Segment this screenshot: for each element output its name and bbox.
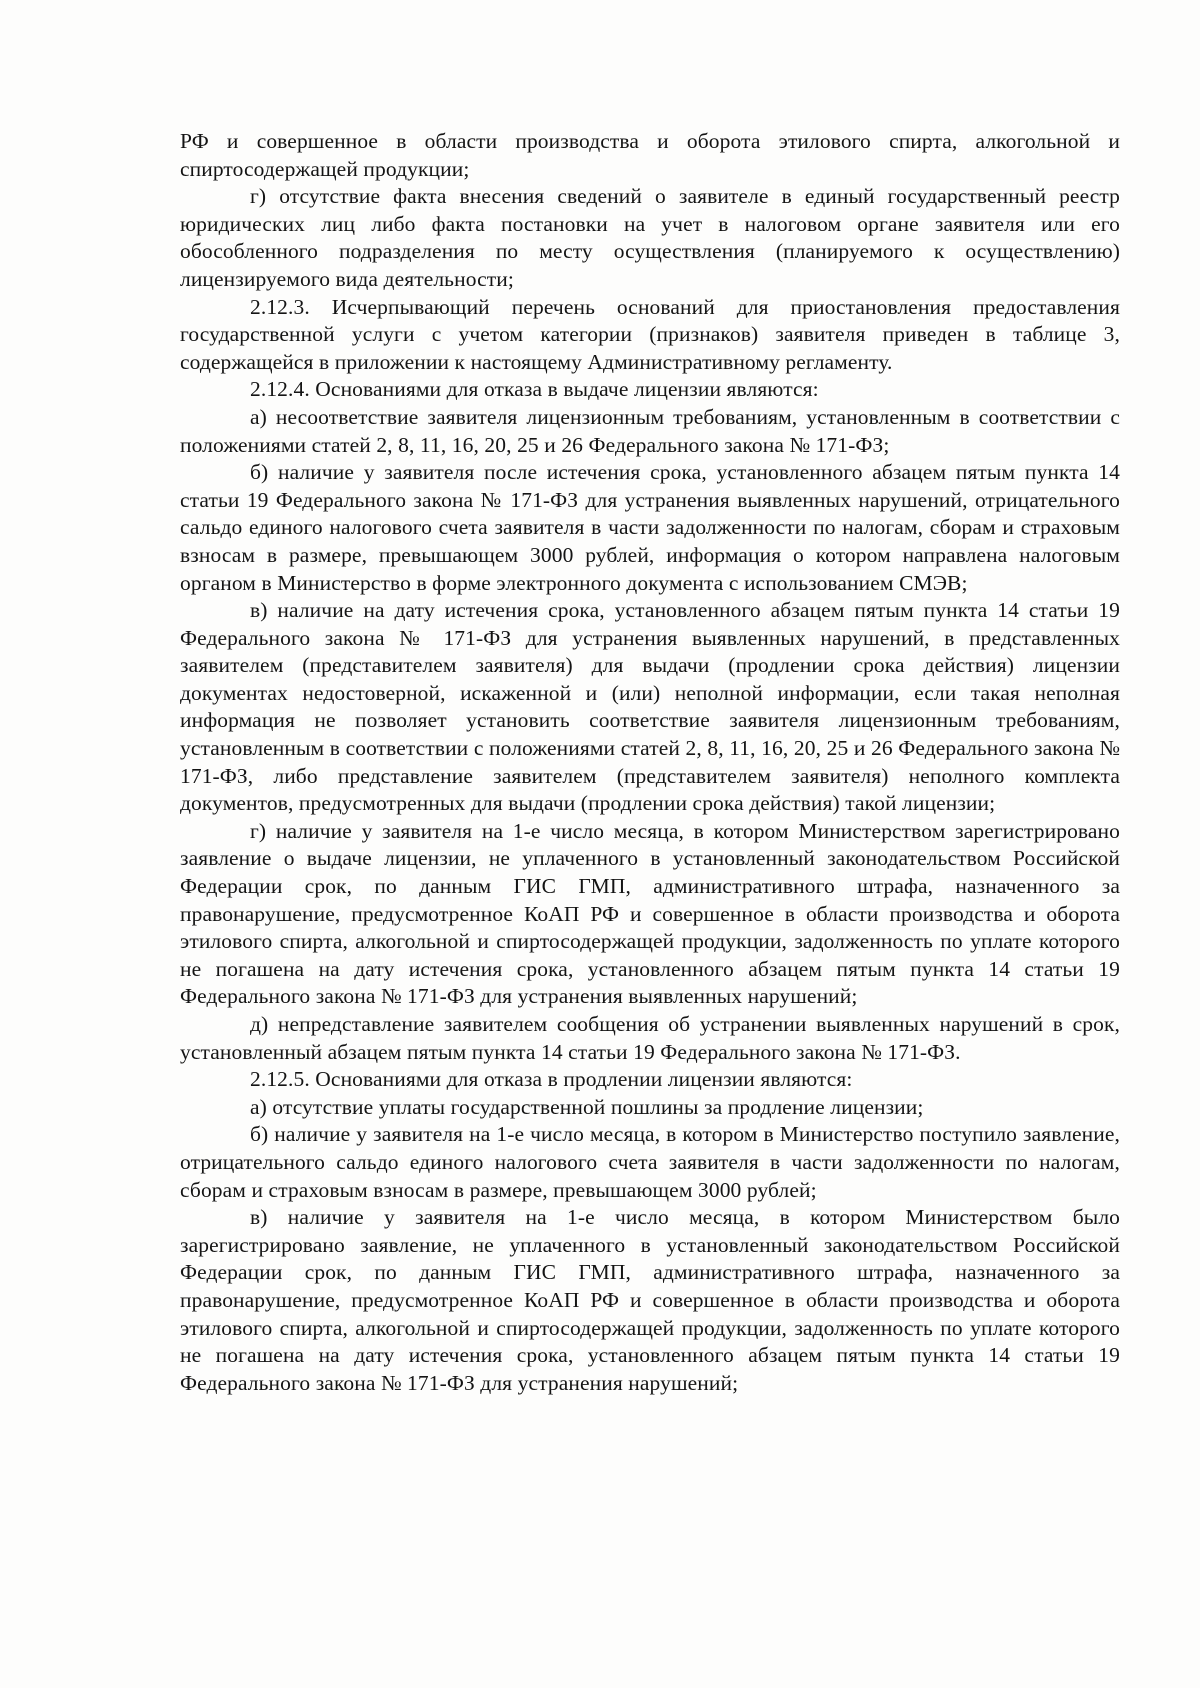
paragraph-continuation: РФ и совершенное в области производства и оборота этилового спирта, алкогольной и спиртосодержащей продукции; — [180, 129, 1120, 181]
paragraph-2-12-5-heading: 2.12.5. Основаниями для отказа в продлении лицензии являются: — [250, 1067, 853, 1092]
paragraph-2-12-3: 2.12.3. Исчерпывающий перечень оснований для приостановления предоставления государственной услуги с учетом категории (признаков) заявителя приведен в таблице 3, содержащейся в приложении к настоящему Административному регламенту. — [180, 294, 1120, 374]
paragraph-2-12-5-b: б) наличие у заявителя на 1-е число месяца, в котором в Министерство поступило заявление, отрицательного сальдо единого налогового счета заявителя в части задолженности по налогам, сборам и страховым взносам в размере, превышающем 3000 рублей; — [180, 1122, 1120, 1202]
paragraph-2-12-4-g: г) наличие у заявителя на 1-е число месяца, в котором Министерством зарегистрировано заявление о выдаче лицензии, не уплаченного в установленный законодательством Российской Федерации срок, по данным ГИС ГМП, административного штрафа, назначенного за правонарушение, предусмотренное КоАП РФ и совершенное в области производства и оборота этилового спирта, алкогольной и спиртосодержащей продукции, задолженность по уплате которого не погашена на дату истечения срока, установленного абзацем пятым пункта 14 статьи 19 Федерального закона № 171-ФЗ для устранения выявленных нарушений; — [180, 818, 1120, 1009]
paragraph-2-12-4-d: д) непредставление заявителем сообщения об устранении выявленных нарушений в срок, установленный абзацем пятым пункта 14 статьи 19 Федерального закона № 171-ФЗ. — [180, 1012, 1120, 1064]
paragraph-2-12-4-v: в) наличие на дату истечения срока, установленного абзацем пятым пункта 14 статьи 19 Федерального закона № 171-ФЗ для устранения выявленных нарушений, в представленных заявителем (представителем заявителя) для выдачи (продлении срока действия) лицензии документах недостоверной, искаженной и (или) неполной информации, если такая неполная информация не позволяет установить соответствие заявителя лицензионным требованиям, установленным в соответствии с положениями статей 2, 8, 11, 16, 20, 25 и 26 Федерального закона № 171-ФЗ, либо представление заявителем (представителем заявителя) неполного комплекта документов, предусмотренных для выдачи (продлении срока действия) такой лицензии; — [180, 598, 1120, 816]
paragraph-2-12-5-v: в) наличие у заявителя на 1-е число месяца, в котором Министерством было зарегистрировано заявление, не уплаченного в установленный законодательством Российской Федерации срок, по данным ГИС ГМП, административного штрафа, назначенного за правонарушение, предусмотренное КоАП РФ и совершенное в области производства и оборота этилового спирта, алкогольной и спиртосодержащей продукции, задолженность по уплате которого не погашена на дату истечения срока, установленного абзацем пятым пункта 14 статьи 19 Федерального закона № 171-ФЗ для устранения нарушений; — [180, 1205, 1120, 1395]
paragraph-2-12-4-heading: 2.12.4. Основаниями для отказа в выдаче лицензии являются: — [250, 377, 819, 402]
document-body — [180, 128, 1120, 1397]
paragraph-item-g-registry: г) отсутствие факта внесения сведений о заявителе в единый государственный реестр юридических лиц либо факта постановки на учет в налоговом органе заявителя или его обособленного подразделения по месту осуществления (планируемого к осуществлению) лицензируемого вида деятельности; — [180, 184, 1120, 291]
paragraph-2-12-4-b: б) наличие у заявителя после истечения срока, установленного абзацем пятым пункта 14 статьи 19 Федерального закона № 171-ФЗ для устранения выявленных нарушений, отрицательного сальдо единого налогового счета заявителя в части задолженности по налогам, сборам и страховым взносам в размере, превышающем 3000 рублей, информация о котором направлена налоговым органом в Министерство в форме электронного документа с использованием СМЭВ; — [180, 460, 1120, 595]
paragraph-2-12-5-a: а) отсутствие уплаты государственной пошлины за продление лицензии; — [250, 1094, 924, 1119]
paragraph-2-12-4-a: а) несоответствие заявителя лицензионным требованиям, установленным в соответствии с положениями статей 2, 8, 11, 16, 20, 25 и 26 Федерального закона № 171-ФЗ; — [180, 404, 1120, 457]
